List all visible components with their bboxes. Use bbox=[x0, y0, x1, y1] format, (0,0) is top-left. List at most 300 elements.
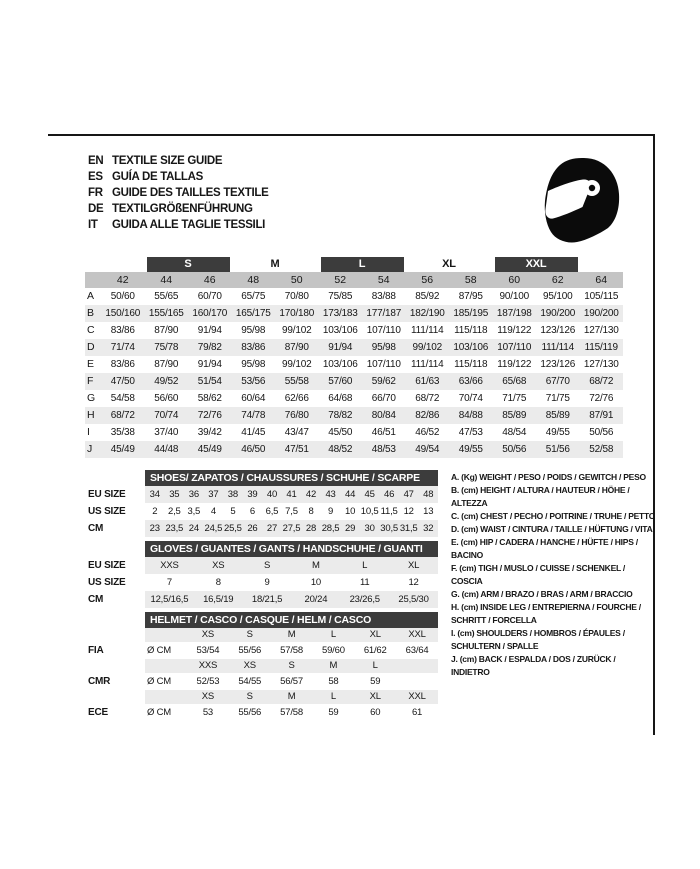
measurement-value: 50/56 bbox=[502, 444, 527, 455]
shoes-row-label: US SIZE bbox=[88, 506, 126, 517]
helmet-unit-spacer bbox=[145, 628, 187, 642]
shoes-value: 4 bbox=[210, 506, 216, 517]
measurement-value: 60/64 bbox=[241, 393, 266, 404]
measurement-value: 62/66 bbox=[284, 393, 309, 404]
shoes-value: 24,5 bbox=[204, 523, 223, 534]
helmet-unit-label: Ø CM bbox=[147, 645, 172, 656]
measurement-value: 83/86 bbox=[110, 325, 135, 336]
shoes-cells bbox=[145, 486, 438, 503]
numeric-size-label: 48 bbox=[232, 272, 276, 288]
shoes-value: 8 bbox=[308, 506, 314, 517]
size-group-label: XL bbox=[442, 258, 456, 270]
measurement-row bbox=[85, 339, 623, 356]
legend-item: F. (cm) TIGH / MUSLO / CUISSE / SCHENKEL / COSCIA bbox=[451, 563, 626, 586]
measurement-value: 60/70 bbox=[197, 291, 222, 302]
shoes-section bbox=[88, 470, 438, 537]
measurement-value: 65/68 bbox=[502, 376, 527, 387]
measurement-value: 119/122 bbox=[497, 325, 532, 336]
helmet-size-value: 63/64 bbox=[405, 645, 429, 656]
measurement-value: 85/89 bbox=[502, 410, 527, 421]
shoes-value: 25,5 bbox=[224, 523, 242, 534]
helmet-size-cells bbox=[145, 659, 438, 673]
measurement-value: 43/47 bbox=[284, 427, 309, 438]
shoes-value: 2 bbox=[152, 506, 158, 517]
measurement-value: 111/114 bbox=[541, 342, 575, 353]
measurement-value: 160/170 bbox=[192, 308, 228, 319]
measurement-value: 107/110 bbox=[366, 325, 401, 336]
measurement-value: 47/50 bbox=[110, 376, 135, 387]
measurement-value: 85/92 bbox=[415, 291, 440, 302]
language-title: GUIDE DES TAILLES TEXTILE bbox=[112, 187, 269, 199]
helmet-size-value: 55/56 bbox=[238, 707, 262, 718]
shoes-section-title: SHOES/ ZAPATOS / CHAUSSURES / SCHUHE / SCARPE bbox=[145, 470, 438, 486]
gloves-value: L bbox=[362, 560, 368, 571]
shoes-value: 36 bbox=[188, 489, 199, 500]
shoes-row-label: EU SIZE bbox=[88, 489, 126, 500]
helmet-unit-label: Ø CM bbox=[147, 707, 172, 718]
measurement-value: 115/118 bbox=[454, 359, 488, 370]
gloves-row bbox=[88, 574, 438, 591]
measurement-value: 37/40 bbox=[154, 427, 179, 438]
measurement-value: 115/119 bbox=[584, 342, 618, 353]
helmet-standard-cells bbox=[145, 642, 438, 659]
gloves-value: 9 bbox=[264, 577, 270, 588]
helmet-section-title: HELMET / CASCO / CASQUE / HELM / CASCO bbox=[145, 612, 438, 628]
measurement-value: 47/53 bbox=[458, 427, 483, 438]
language-title: TEXTILE SIZE GUIDE bbox=[112, 155, 223, 167]
size-group-label: L bbox=[321, 257, 404, 272]
measurement-value: 87/95 bbox=[458, 291, 483, 302]
language-title-list bbox=[88, 153, 269, 233]
shoes-value: 10,5 bbox=[360, 506, 379, 517]
measurement-value: 67/70 bbox=[545, 376, 570, 387]
measurement-value: 76/80 bbox=[284, 410, 309, 421]
shoes-value: 48 bbox=[423, 489, 434, 500]
measurement-value: 79/82 bbox=[197, 342, 222, 353]
numeric-size-label: 42 bbox=[101, 272, 145, 288]
shoes-value: 11,5 bbox=[380, 506, 398, 517]
measurement-value: 99/102 bbox=[412, 342, 442, 353]
language-code: IT bbox=[88, 219, 98, 231]
language-title: GUIDA ALLE TAGLIE TESSILI bbox=[112, 219, 266, 231]
language-row bbox=[88, 169, 269, 185]
shoes-row-label: CM bbox=[88, 523, 104, 534]
helmet-standard-cells bbox=[145, 673, 438, 690]
measurement-row bbox=[85, 288, 623, 305]
measurement-value: 170/180 bbox=[279, 308, 315, 319]
measurement-legend bbox=[451, 471, 656, 679]
measurement-value: 111/114 bbox=[410, 359, 444, 370]
shoes-value: 35 bbox=[169, 489, 180, 500]
helmet-size-value bbox=[396, 673, 438, 690]
gloves-value: 16,5/19 bbox=[203, 594, 234, 605]
shoes-value: 32 bbox=[423, 523, 434, 534]
shoes-value: 40 bbox=[266, 489, 278, 500]
measurement-value: 45/49 bbox=[197, 444, 222, 455]
shoes-value: 30 bbox=[364, 523, 375, 534]
helmet-size-value: 57/58 bbox=[280, 645, 303, 656]
numeric-size-label: 44 bbox=[145, 272, 189, 288]
apparel-size-table bbox=[85, 257, 623, 458]
measurement-value: 44/48 bbox=[154, 444, 179, 455]
shoes-value: 26 bbox=[247, 523, 258, 534]
measurement-value: 71/74 bbox=[110, 342, 135, 353]
measurement-value: 177/187 bbox=[366, 308, 402, 319]
measurement-value: 52/58 bbox=[589, 444, 614, 455]
helmet-size-row-spacer bbox=[88, 628, 145, 642]
helmet-size-value: 55/56 bbox=[238, 645, 262, 656]
shoes-value: 23,5 bbox=[165, 523, 184, 534]
language-title: TEXTILGRÖßENFÜHRUNG bbox=[112, 203, 253, 215]
measurement-value: 71/75 bbox=[545, 393, 570, 404]
helmet-size-label: L bbox=[330, 629, 336, 640]
measurement-value: 187/198 bbox=[496, 308, 532, 319]
measurement-value: 95/98 bbox=[371, 342, 396, 353]
helmet-size-label: XS bbox=[201, 691, 215, 702]
helmet-size-label: XS bbox=[201, 629, 215, 640]
measurement-value: 107/110 bbox=[497, 342, 532, 353]
helmet-size-row bbox=[88, 690, 438, 704]
measurement-row-key: B bbox=[87, 307, 94, 319]
gloves-value: 7 bbox=[166, 577, 172, 588]
measurement-value: 53/56 bbox=[241, 376, 266, 387]
helmet-size-row bbox=[88, 659, 438, 673]
measurement-value: 87/90 bbox=[154, 359, 179, 370]
measurement-value: 47/51 bbox=[284, 444, 309, 455]
size-group-label: XXL bbox=[495, 257, 578, 272]
measurement-row-key: E bbox=[87, 358, 94, 370]
shoes-cells bbox=[145, 520, 438, 537]
measurement-value: 111/114 bbox=[410, 325, 444, 336]
measurement-value: 91/94 bbox=[197, 359, 222, 370]
language-row bbox=[88, 201, 269, 217]
legend-item: J. (cm) BACK / ESPALDA / DOS / ZURÜCK / INDIETRO bbox=[451, 654, 616, 677]
measurement-value: 64/68 bbox=[328, 393, 353, 404]
shoes-value: 41 bbox=[286, 489, 297, 500]
measurement-row-key: G bbox=[87, 392, 95, 404]
measurement-value: 70/80 bbox=[284, 291, 309, 302]
measurement-value: 87/90 bbox=[284, 342, 309, 353]
measurement-value: 51/56 bbox=[545, 444, 570, 455]
measurement-value: 150/160 bbox=[105, 308, 141, 319]
measurement-value: 48/52 bbox=[328, 444, 353, 455]
helmet-size-value: 59/60 bbox=[322, 645, 345, 656]
measurement-value: 83/86 bbox=[241, 342, 266, 353]
helmet-size-label: S bbox=[246, 691, 253, 702]
legend-item: E. (cm) HIP / CADERA / HANCHE / HÜFTE / HIPS / BACINO bbox=[451, 537, 638, 560]
measurement-value: 49/55 bbox=[545, 427, 570, 438]
language-code: EN bbox=[88, 155, 104, 167]
measurement-value: 59/62 bbox=[371, 376, 396, 387]
helmet-size-value: 54/55 bbox=[238, 676, 262, 687]
measurement-value: 57/60 bbox=[328, 376, 353, 387]
measurement-value: 185/195 bbox=[453, 308, 489, 319]
helmet-size-row bbox=[88, 628, 438, 642]
shoes-value: 27,5 bbox=[282, 523, 301, 534]
measurement-value: 75/85 bbox=[328, 291, 353, 302]
helmet-size-label: XL bbox=[369, 629, 381, 640]
measurement-value: 35/38 bbox=[110, 427, 135, 438]
measurement-value: 50/56 bbox=[589, 427, 614, 438]
measurement-value: 66/70 bbox=[371, 393, 396, 404]
shoes-value: 7,5 bbox=[285, 506, 298, 517]
measurement-row-key: H bbox=[87, 409, 95, 421]
gloves-value: 11 bbox=[359, 577, 370, 588]
helmet-size-value: 53/54 bbox=[196, 645, 220, 656]
shoes-value: 10 bbox=[344, 506, 356, 517]
shoes-value: 38 bbox=[227, 489, 238, 500]
helmet-standard-label: CMR bbox=[88, 676, 111, 687]
language-code: ES bbox=[88, 171, 103, 183]
measurement-value: 90/100 bbox=[499, 291, 529, 302]
shoes-value: 27 bbox=[266, 523, 278, 534]
measurement-value: 99/102 bbox=[282, 359, 312, 370]
measurement-value: 61/63 bbox=[415, 376, 440, 387]
measurement-value: 39/42 bbox=[197, 427, 222, 438]
measurement-value: 91/94 bbox=[197, 325, 222, 336]
measurement-value: 123/126 bbox=[540, 325, 576, 336]
helmet-size-value: 59 bbox=[370, 676, 381, 687]
helmet-unit-label: Ø CM bbox=[147, 676, 172, 687]
language-code: DE bbox=[88, 203, 104, 215]
measurement-row-key: F bbox=[87, 375, 94, 387]
measurement-row bbox=[85, 322, 623, 339]
measurement-value: 72/76 bbox=[589, 393, 614, 404]
measurement-value: 41/45 bbox=[241, 427, 266, 438]
measurement-value: 83/86 bbox=[110, 359, 135, 370]
numeric-size-label: 60 bbox=[493, 272, 537, 288]
gloves-value: 8 bbox=[215, 577, 221, 588]
gloves-cells bbox=[145, 557, 438, 574]
measurement-value: 127/130 bbox=[583, 325, 619, 336]
gloves-section-title: GLOVES / GUANTES / GANTS / HANDSCHUHE / GUANTI bbox=[145, 541, 438, 557]
shoes-value: 44 bbox=[344, 489, 356, 500]
helmet-size-value: 58 bbox=[328, 676, 339, 687]
shoes-value: 24 bbox=[188, 523, 199, 534]
size-group-cell bbox=[319, 257, 406, 272]
shoes-value: 29 bbox=[344, 523, 356, 534]
measurement-value: 127/130 bbox=[583, 359, 619, 370]
helmet-size-value: 59 bbox=[328, 707, 339, 718]
measurement-value: 123/126 bbox=[540, 359, 576, 370]
measurement-value: 87/91 bbox=[589, 410, 614, 421]
helmet-standard-row bbox=[88, 704, 438, 721]
measurement-value: 72/76 bbox=[197, 410, 222, 421]
measurement-value: 84/88 bbox=[458, 410, 483, 421]
numeric-size-spacer bbox=[85, 272, 101, 288]
helmet-standard-label: FIA bbox=[88, 645, 104, 656]
measurement-row bbox=[85, 305, 623, 322]
measurement-row bbox=[85, 390, 623, 407]
measurement-value: 65/75 bbox=[241, 291, 266, 302]
helmet-size-label: M bbox=[287, 629, 296, 640]
size-group-spacer bbox=[85, 257, 145, 272]
legend-item: D. (cm) WAIST / CINTURA / TAILLE / HÜFTUNG / VITA bbox=[451, 524, 653, 534]
helmet-size-row-spacer bbox=[88, 690, 145, 704]
measurement-value: 46/52 bbox=[415, 427, 440, 438]
measurement-row-key: A bbox=[87, 290, 94, 302]
shoes-value: 30,5 bbox=[380, 523, 398, 534]
measurement-value: 45/50 bbox=[328, 427, 353, 438]
measurement-value: 105/115 bbox=[584, 291, 619, 302]
gloves-row bbox=[88, 557, 438, 574]
language-row bbox=[88, 153, 269, 169]
size-group-label: S bbox=[147, 257, 230, 272]
shoes-value: 45 bbox=[364, 489, 375, 500]
measurement-value: 91/94 bbox=[328, 342, 353, 353]
legend-item: A. (Kg) WEIGHT / PESO / POIDS / GEWITCH / PESO bbox=[451, 472, 646, 482]
measurement-row bbox=[85, 441, 623, 458]
measurement-value: 78/82 bbox=[328, 410, 353, 421]
helmet-section bbox=[88, 612, 438, 721]
shoes-row bbox=[88, 503, 438, 520]
size-group-spacer bbox=[580, 257, 624, 272]
helmet-size-label: XXL bbox=[408, 629, 426, 640]
gloves-cells bbox=[145, 591, 438, 608]
measurement-value: 70/74 bbox=[458, 393, 483, 404]
measurement-value: 190/200 bbox=[540, 308, 576, 319]
numeric-size-label: 56 bbox=[406, 272, 450, 288]
helmet-standard-row bbox=[88, 642, 438, 659]
size-group-cell bbox=[493, 257, 580, 272]
language-row bbox=[88, 217, 269, 233]
gloves-section bbox=[88, 541, 438, 608]
racing-helmet-icon bbox=[537, 155, 623, 245]
measurement-value: 99/102 bbox=[282, 325, 312, 336]
helmet-size-label: S bbox=[288, 660, 295, 671]
gloves-row-label: US SIZE bbox=[88, 577, 126, 588]
measurement-value: 49/55 bbox=[458, 444, 483, 455]
helmet-size-label: XS bbox=[243, 660, 256, 671]
gloves-row-label: CM bbox=[88, 594, 104, 605]
measurement-row bbox=[85, 424, 623, 441]
shoes-value: 9 bbox=[328, 506, 334, 517]
numeric-size-label: 50 bbox=[275, 272, 319, 288]
helmet-size-value: 61 bbox=[411, 707, 423, 718]
size-group-label: M bbox=[270, 258, 280, 270]
measurement-value: 95/100 bbox=[543, 291, 573, 302]
measurement-value: 75/78 bbox=[154, 342, 179, 353]
measurement-value: 87/90 bbox=[154, 325, 179, 336]
shoes-value: 43 bbox=[325, 489, 336, 500]
size-group-cell bbox=[406, 257, 493, 272]
numeric-size-label: 62 bbox=[536, 272, 580, 288]
measurement-value: 80/84 bbox=[371, 410, 396, 421]
gloves-row-label: EU SIZE bbox=[88, 560, 126, 571]
shoes-value: 13 bbox=[423, 506, 434, 517]
numeric-size-row bbox=[85, 272, 623, 288]
measurement-value: 107/110 bbox=[366, 359, 401, 370]
gloves-cells bbox=[145, 574, 438, 591]
helmet-size-value: 52/53 bbox=[196, 676, 220, 687]
measurement-value: 173/183 bbox=[322, 308, 358, 319]
legend-item: C. (cm) CHEST / PECHO / POITRINE / TRUHE / PETTO bbox=[451, 511, 656, 521]
measurement-value: 82/86 bbox=[415, 410, 440, 421]
measurement-value: 45/49 bbox=[110, 444, 135, 455]
numeric-size-label: 52 bbox=[319, 272, 363, 288]
page-border-top bbox=[48, 134, 655, 136]
measurement-value: 85/89 bbox=[545, 410, 570, 421]
size-group-cell bbox=[232, 257, 319, 272]
helmet-size-label: M bbox=[329, 660, 338, 671]
helmet-standard-label: ECE bbox=[88, 707, 108, 718]
shoes-value: 6 bbox=[249, 506, 255, 517]
shoes-value: 42 bbox=[305, 489, 317, 500]
measurement-value: 54/58 bbox=[110, 393, 135, 404]
helmet-unit-spacer bbox=[145, 659, 187, 673]
shoes-value: 31,5 bbox=[399, 523, 418, 534]
measurement-value: 68/72 bbox=[415, 393, 440, 404]
measurement-value: 190/200 bbox=[583, 308, 619, 319]
measurement-value: 95/98 bbox=[241, 325, 266, 336]
helmet-size-label: S bbox=[246, 629, 253, 640]
helmet-size-value: 57/58 bbox=[280, 707, 303, 718]
shoes-value: 3,5 bbox=[187, 506, 201, 517]
helmet-size-value: 60 bbox=[370, 707, 381, 718]
helmet-size-label bbox=[396, 659, 438, 673]
size-group-row bbox=[85, 257, 623, 272]
gloves-value: 12 bbox=[408, 577, 419, 588]
measurement-row bbox=[85, 407, 623, 424]
shoes-value: 37 bbox=[208, 489, 219, 500]
measurement-value: 46/51 bbox=[371, 427, 396, 438]
shoes-value: 2,5 bbox=[167, 506, 181, 517]
shoes-value: 34 bbox=[149, 489, 160, 500]
shoes-value: 46 bbox=[384, 489, 395, 500]
measurement-value: 182/190 bbox=[409, 308, 445, 319]
helmet-size-value: 61/62 bbox=[363, 645, 387, 656]
gloves-value: M bbox=[312, 560, 320, 571]
measurement-value: 50/60 bbox=[110, 291, 135, 302]
language-title: GUÍA DE TALLAS bbox=[112, 171, 203, 183]
helmet-size-label: XXS bbox=[198, 660, 218, 671]
language-code: FR bbox=[88, 187, 103, 199]
helmet-size-cells bbox=[145, 690, 438, 704]
measurement-value: 46/50 bbox=[241, 444, 266, 455]
measurement-value: 49/54 bbox=[415, 444, 440, 455]
helmet-standard-row bbox=[88, 673, 438, 690]
measurement-value: 55/65 bbox=[154, 291, 179, 302]
helmet-size-label: M bbox=[287, 691, 296, 702]
gloves-value: XXS bbox=[160, 560, 179, 571]
gloves-row bbox=[88, 591, 438, 608]
gloves-value: XS bbox=[212, 560, 225, 571]
measurement-value: 70/74 bbox=[154, 410, 179, 421]
measurement-value: 51/54 bbox=[197, 376, 222, 387]
gloves-value: 10 bbox=[310, 577, 321, 588]
measurement-row-key: C bbox=[87, 324, 95, 336]
measurement-value: 71/75 bbox=[502, 393, 527, 404]
numeric-size-label: 54 bbox=[362, 272, 406, 288]
shoes-value: 47 bbox=[403, 489, 414, 500]
gloves-value: 23/26,5 bbox=[349, 594, 380, 605]
helmet-size-label: L bbox=[372, 660, 378, 671]
legend-item: B. (cm) HEIGHT / ALTURA / HAUTEUR / HÖHE / ALTEZZA bbox=[451, 485, 630, 508]
gloves-value: 18/21,5 bbox=[251, 594, 283, 605]
helmet-size-label: L bbox=[330, 691, 336, 702]
measurement-value: 56/60 bbox=[154, 393, 179, 404]
measurement-row bbox=[85, 356, 623, 373]
measurement-value: 155/165 bbox=[148, 308, 184, 319]
measurement-value: 103/106 bbox=[322, 359, 358, 370]
numeric-size-label: 58 bbox=[449, 272, 493, 288]
measurement-value: 115/118 bbox=[454, 325, 488, 336]
shoes-value: 39 bbox=[247, 489, 258, 500]
measurement-value: 103/106 bbox=[453, 342, 489, 353]
shoes-value: 28 bbox=[305, 523, 317, 534]
measurement-row-key: I bbox=[87, 426, 90, 438]
measurement-value: 83/88 bbox=[371, 291, 396, 302]
